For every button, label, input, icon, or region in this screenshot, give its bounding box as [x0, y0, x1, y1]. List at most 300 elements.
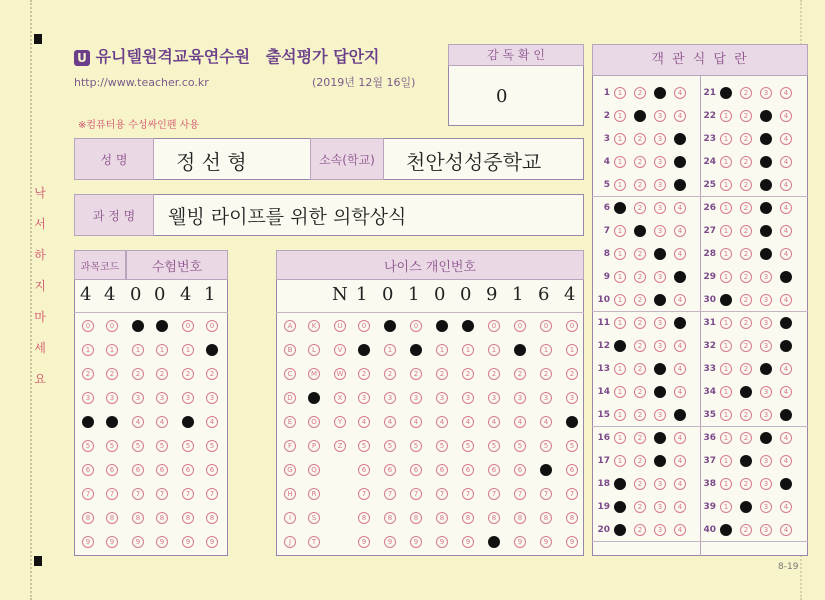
filled-bubble[interactable]: 4 — [780, 409, 792, 421]
filled-bubble[interactable]: 4 — [82, 416, 94, 428]
answer-bubble[interactable]: 8 — [82, 512, 94, 524]
answer-bubble[interactable]: 2 — [384, 368, 396, 380]
answer-bubble[interactable]: F — [284, 440, 296, 452]
answer-bubble[interactable]: 3 — [384, 392, 396, 404]
answer-bubble[interactable]: 6 — [514, 464, 526, 476]
answer-bubble[interactable]: 4 — [674, 455, 686, 467]
filled-bubble[interactable]: 4 — [780, 340, 792, 352]
answer-bubble[interactable]: 1 — [720, 386, 732, 398]
answer-bubble[interactable]: B — [284, 344, 296, 356]
answer-bubble[interactable]: 4 — [780, 87, 792, 99]
answer-bubble[interactable]: 4 — [674, 524, 686, 536]
answer-bubble[interactable]: 3 — [760, 386, 772, 398]
answer-bubble[interactable]: 3 — [760, 455, 772, 467]
answer-bubble[interactable]: 3 — [654, 202, 666, 214]
answer-bubble[interactable]: 4 — [674, 225, 686, 237]
filled-bubble[interactable]: 3 — [654, 455, 666, 467]
answer-bubble[interactable]: 2 — [740, 340, 752, 352]
answer-bubble[interactable]: 9 — [106, 536, 118, 548]
answer-bubble[interactable]: 3 — [654, 409, 666, 421]
answer-bubble[interactable]: 1 — [614, 455, 626, 467]
answer-bubble[interactable]: 2 — [132, 368, 144, 380]
answer-bubble[interactable]: 6 — [206, 464, 218, 476]
filled-bubble[interactable]: 3 — [760, 179, 772, 191]
answer-bubble[interactable]: 4 — [674, 202, 686, 214]
answer-bubble[interactable]: 5 — [358, 440, 370, 452]
answer-bubble[interactable]: 4 — [780, 455, 792, 467]
answer-bubble[interactable]: 6 — [182, 464, 194, 476]
answer-bubble[interactable]: 8 — [206, 512, 218, 524]
answer-bubble[interactable]: 3 — [182, 392, 194, 404]
answer-bubble[interactable]: 1 — [82, 344, 94, 356]
filled-bubble[interactable]: 3 — [760, 156, 772, 168]
filled-bubble[interactable]: 3 — [760, 202, 772, 214]
answer-bubble[interactable]: 9 — [436, 536, 448, 548]
answer-bubble[interactable]: 7 — [436, 488, 448, 500]
answer-bubble[interactable]: 0 — [410, 320, 422, 332]
answer-bubble[interactable]: 6 — [358, 464, 370, 476]
answer-bubble[interactable]: 6 — [106, 464, 118, 476]
answer-bubble[interactable]: 2 — [740, 294, 752, 306]
answer-bubble[interactable]: 2 — [634, 363, 646, 375]
filled-bubble[interactable]: 0 — [436, 320, 448, 332]
answer-bubble[interactable]: 0 — [182, 320, 194, 332]
answer-bubble[interactable]: 4 — [674, 294, 686, 306]
answer-bubble[interactable]: 1 — [614, 225, 626, 237]
answer-bubble[interactable]: 6 — [462, 464, 474, 476]
filled-bubble[interactable]: 4 — [674, 156, 686, 168]
filled-bubble[interactable]: 6 — [540, 464, 552, 476]
answer-bubble[interactable]: 9 — [82, 536, 94, 548]
filled-bubble[interactable]: 4 — [674, 271, 686, 283]
answer-bubble[interactable]: 8 — [488, 512, 500, 524]
answer-bubble[interactable]: 8 — [132, 512, 144, 524]
answer-bubble[interactable]: 4 — [540, 416, 552, 428]
answer-bubble[interactable]: 2 — [740, 478, 752, 490]
answer-bubble[interactable]: 2 — [740, 317, 752, 329]
answer-bubble[interactable]: 7 — [540, 488, 552, 500]
answer-bubble[interactable]: 9 — [566, 536, 578, 548]
answer-bubble[interactable]: 0 — [106, 320, 118, 332]
answer-bubble[interactable]: 4 — [674, 478, 686, 490]
answer-bubble[interactable]: 1 — [720, 478, 732, 490]
answer-bubble[interactable]: 7 — [566, 488, 578, 500]
answer-bubble[interactable]: 4 — [780, 110, 792, 122]
answer-bubble[interactable]: 3 — [156, 392, 168, 404]
answer-bubble[interactable]: 7 — [182, 488, 194, 500]
answer-bubble[interactable]: Y — [334, 416, 346, 428]
filled-bubble[interactable]: 1 — [614, 524, 626, 536]
answer-bubble[interactable]: 2 — [740, 432, 752, 444]
answer-bubble[interactable]: 2 — [740, 156, 752, 168]
answer-bubble[interactable]: 5 — [566, 440, 578, 452]
answer-bubble[interactable]: S — [308, 512, 320, 524]
answer-bubble[interactable]: 2 — [634, 340, 646, 352]
answer-bubble[interactable]: 1 — [720, 363, 732, 375]
filled-bubble[interactable]: 4 — [674, 317, 686, 329]
answer-bubble[interactable]: 2 — [410, 368, 422, 380]
answer-bubble[interactable]: 1 — [720, 455, 732, 467]
answer-bubble[interactable]: 2 — [634, 501, 646, 513]
answer-bubble[interactable]: 2 — [740, 271, 752, 283]
answer-bubble[interactable]: 3 — [540, 392, 552, 404]
filled-bubble[interactable]: 4 — [780, 271, 792, 283]
answer-bubble[interactable]: 5 — [488, 440, 500, 452]
answer-bubble[interactable]: 2 — [634, 294, 646, 306]
answer-bubble[interactable]: 2 — [514, 368, 526, 380]
answer-bubble[interactable]: 1 — [614, 87, 626, 99]
answer-bubble[interactable]: 4 — [674, 248, 686, 260]
answer-bubble[interactable]: 7 — [488, 488, 500, 500]
answer-bubble[interactable]: 3 — [654, 179, 666, 191]
answer-bubble[interactable]: 0 — [488, 320, 500, 332]
answer-bubble[interactable]: M — [308, 368, 320, 380]
answer-bubble[interactable]: 5 — [156, 440, 168, 452]
answer-bubble[interactable]: 5 — [106, 440, 118, 452]
answer-bubble[interactable]: 3 — [206, 392, 218, 404]
answer-bubble[interactable]: 1 — [720, 202, 732, 214]
answer-bubble[interactable]: 2 — [436, 368, 448, 380]
answer-bubble[interactable]: 3 — [654, 524, 666, 536]
answer-bubble[interactable]: 4 — [358, 416, 370, 428]
filled-bubble[interactable]: 1 — [614, 202, 626, 214]
answer-bubble[interactable]: 2 — [634, 386, 646, 398]
answer-bubble[interactable]: R — [308, 488, 320, 500]
answer-bubble[interactable]: U — [334, 320, 346, 332]
answer-bubble[interactable]: 1 — [720, 317, 732, 329]
answer-bubble[interactable]: 4 — [674, 340, 686, 352]
answer-bubble[interactable]: 0 — [206, 320, 218, 332]
filled-bubble[interactable]: 4 — [182, 416, 194, 428]
answer-bubble[interactable]: 1 — [720, 156, 732, 168]
answer-bubble[interactable]: 6 — [566, 464, 578, 476]
answer-bubble[interactable]: 1 — [156, 344, 168, 356]
answer-bubble[interactable]: 1 — [720, 225, 732, 237]
answer-bubble[interactable]: 3 — [760, 271, 772, 283]
answer-bubble[interactable]: I — [284, 512, 296, 524]
filled-bubble[interactable]: 2 — [740, 455, 752, 467]
answer-bubble[interactable]: 8 — [156, 512, 168, 524]
answer-bubble[interactable]: 9 — [410, 536, 422, 548]
answer-bubble[interactable]: 1 — [132, 344, 144, 356]
answer-bubble[interactable]: 1 — [720, 133, 732, 145]
answer-bubble[interactable]: 6 — [384, 464, 396, 476]
answer-bubble[interactable]: 2 — [462, 368, 474, 380]
answer-bubble[interactable]: 2 — [634, 271, 646, 283]
answer-bubble[interactable]: 3 — [488, 392, 500, 404]
filled-bubble[interactable]: 3 — [654, 87, 666, 99]
answer-bubble[interactable]: 3 — [132, 392, 144, 404]
answer-bubble[interactable]: P — [308, 440, 320, 452]
answer-bubble[interactable]: 7 — [358, 488, 370, 500]
answer-bubble[interactable]: 2 — [740, 409, 752, 421]
answer-bubble[interactable]: 1 — [720, 340, 732, 352]
answer-bubble[interactable]: 7 — [514, 488, 526, 500]
answer-bubble[interactable]: 7 — [462, 488, 474, 500]
answer-bubble[interactable]: 8 — [436, 512, 448, 524]
answer-bubble[interactable]: 3 — [760, 478, 772, 490]
answer-bubble[interactable]: 2 — [634, 133, 646, 145]
filled-bubble[interactable]: 3 — [760, 225, 772, 237]
answer-bubble[interactable]: 3 — [654, 156, 666, 168]
answer-bubble[interactable]: 2 — [740, 202, 752, 214]
answer-bubble[interactable]: 0 — [358, 320, 370, 332]
filled-bubble[interactable]: 2 — [740, 501, 752, 513]
filled-bubble[interactable]: 1 — [614, 501, 626, 513]
answer-bubble[interactable]: J — [284, 536, 296, 548]
answer-bubble[interactable]: 4 — [410, 416, 422, 428]
filled-bubble[interactable]: 3 — [760, 248, 772, 260]
filled-bubble[interactable]: 0 — [156, 320, 168, 332]
answer-bubble[interactable]: 0 — [566, 320, 578, 332]
answer-bubble[interactable]: 1 — [614, 133, 626, 145]
answer-bubble[interactable]: 8 — [410, 512, 422, 524]
filled-bubble[interactable]: 4 — [780, 317, 792, 329]
answer-bubble[interactable]: 3 — [654, 110, 666, 122]
answer-bubble[interactable]: 1 — [614, 179, 626, 191]
answer-bubble[interactable]: 2 — [740, 524, 752, 536]
answer-bubble[interactable]: 3 — [654, 317, 666, 329]
answer-bubble[interactable]: 4 — [674, 432, 686, 444]
answer-bubble[interactable]: 2 — [634, 202, 646, 214]
filled-bubble[interactable]: 3 — [760, 363, 772, 375]
answer-bubble[interactable]: 2 — [634, 248, 646, 260]
answer-bubble[interactable]: 1 — [614, 271, 626, 283]
filled-bubble[interactable]: 4 — [566, 416, 578, 428]
filled-bubble[interactable]: 3 — [760, 110, 772, 122]
answer-bubble[interactable]: 2 — [634, 179, 646, 191]
answer-bubble[interactable]: 3 — [760, 340, 772, 352]
answer-bubble[interactable]: 3 — [654, 271, 666, 283]
filled-bubble[interactable]: 4 — [674, 409, 686, 421]
answer-bubble[interactable]: 3 — [462, 392, 474, 404]
answer-bubble[interactable]: 1 — [720, 432, 732, 444]
answer-bubble[interactable]: O — [308, 416, 320, 428]
answer-bubble[interactable]: 1 — [720, 409, 732, 421]
answer-bubble[interactable]: 2 — [740, 363, 752, 375]
answer-bubble[interactable]: 4 — [674, 87, 686, 99]
answer-bubble[interactable]: 3 — [82, 392, 94, 404]
answer-bubble[interactable]: 3 — [654, 340, 666, 352]
answer-bubble[interactable]: 8 — [384, 512, 396, 524]
answer-bubble[interactable]: X — [334, 392, 346, 404]
filled-bubble[interactable]: 1 — [614, 478, 626, 490]
answer-bubble[interactable]: 9 — [462, 536, 474, 548]
answer-bubble[interactable]: 5 — [384, 440, 396, 452]
filled-bubble[interactable]: 3 — [760, 133, 772, 145]
answer-bubble[interactable]: 3 — [760, 501, 772, 513]
answer-bubble[interactable]: 9 — [384, 536, 396, 548]
answer-bubble[interactable]: 2 — [740, 225, 752, 237]
filled-bubble[interactable]: 4 — [674, 133, 686, 145]
answer-bubble[interactable]: 1 — [182, 344, 194, 356]
answer-bubble[interactable]: 5 — [182, 440, 194, 452]
filled-bubble[interactable]: 0 — [462, 320, 474, 332]
answer-bubble[interactable]: 3 — [436, 392, 448, 404]
answer-bubble[interactable]: 5 — [82, 440, 94, 452]
filled-bubble[interactable]: 4 — [106, 416, 118, 428]
answer-bubble[interactable]: 3 — [760, 317, 772, 329]
filled-bubble[interactable]: 2 — [634, 225, 646, 237]
filled-bubble[interactable]: 3 — [654, 294, 666, 306]
answer-bubble[interactable]: 6 — [156, 464, 168, 476]
answer-bubble[interactable]: 5 — [462, 440, 474, 452]
filled-bubble[interactable]: 0 — [132, 320, 144, 332]
answer-bubble[interactable]: 8 — [462, 512, 474, 524]
answer-bubble[interactable]: 1 — [614, 294, 626, 306]
filled-bubble[interactable]: 1 — [720, 294, 732, 306]
filled-bubble[interactable]: 1 — [358, 344, 370, 356]
answer-bubble[interactable]: 3 — [654, 501, 666, 513]
answer-bubble[interactable]: L — [308, 344, 320, 356]
answer-bubble[interactable]: 9 — [514, 536, 526, 548]
answer-bubble[interactable]: 3 — [654, 478, 666, 490]
answer-bubble[interactable]: 9 — [182, 536, 194, 548]
filled-bubble[interactable]: 3 — [760, 432, 772, 444]
answer-bubble[interactable]: 1 — [614, 363, 626, 375]
answer-bubble[interactable]: 4 — [780, 432, 792, 444]
answer-bubble[interactable]: 2 — [740, 179, 752, 191]
filled-bubble[interactable]: 1 — [410, 344, 422, 356]
answer-bubble[interactable]: 1 — [540, 344, 552, 356]
answer-bubble[interactable]: 4 — [780, 294, 792, 306]
answer-bubble[interactable]: 8 — [182, 512, 194, 524]
answer-bubble[interactable]: 2 — [634, 455, 646, 467]
answer-bubble[interactable]: 8 — [540, 512, 552, 524]
answer-bubble[interactable]: 5 — [132, 440, 144, 452]
answer-bubble[interactable]: 0 — [514, 320, 526, 332]
answer-bubble[interactable]: 4 — [156, 416, 168, 428]
answer-bubble[interactable]: 9 — [156, 536, 168, 548]
answer-bubble[interactable]: 1 — [614, 386, 626, 398]
answer-bubble[interactable]: 2 — [358, 368, 370, 380]
answer-bubble[interactable]: 6 — [132, 464, 144, 476]
answer-bubble[interactable]: 2 — [106, 368, 118, 380]
answer-bubble[interactable]: 2 — [634, 524, 646, 536]
filled-bubble[interactable]: 4 — [674, 179, 686, 191]
answer-bubble[interactable]: 6 — [410, 464, 422, 476]
answer-bubble[interactable]: 1 — [566, 344, 578, 356]
answer-bubble[interactable]: 3 — [760, 87, 772, 99]
answer-bubble[interactable]: 1 — [720, 179, 732, 191]
filled-bubble[interactable]: 9 — [488, 536, 500, 548]
filled-bubble[interactable]: 3 — [654, 386, 666, 398]
answer-bubble[interactable]: 2 — [740, 133, 752, 145]
answer-bubble[interactable]: 6 — [488, 464, 500, 476]
answer-bubble[interactable]: E — [284, 416, 296, 428]
answer-bubble[interactable]: G — [284, 464, 296, 476]
filled-bubble[interactable]: 2 — [740, 386, 752, 398]
answer-bubble[interactable]: 3 — [566, 392, 578, 404]
filled-bubble[interactable]: 4 — [780, 478, 792, 490]
answer-bubble[interactable]: V — [334, 344, 346, 356]
answer-bubble[interactable]: 1 — [462, 344, 474, 356]
answer-bubble[interactable]: 3 — [654, 225, 666, 237]
answer-bubble[interactable]: 4 — [780, 248, 792, 260]
answer-bubble[interactable]: 1 — [384, 344, 396, 356]
filled-bubble[interactable]: 1 — [720, 87, 732, 99]
answer-bubble[interactable]: 4 — [780, 386, 792, 398]
answer-bubble[interactable]: 1 — [720, 271, 732, 283]
answer-bubble[interactable]: 2 — [540, 368, 552, 380]
answer-bubble[interactable]: 2 — [82, 368, 94, 380]
answer-bubble[interactable]: 7 — [410, 488, 422, 500]
answer-bubble[interactable]: 9 — [540, 536, 552, 548]
answer-bubble[interactable]: 3 — [760, 409, 772, 421]
answer-bubble[interactable]: 2 — [634, 478, 646, 490]
answer-bubble[interactable]: 4 — [780, 133, 792, 145]
answer-bubble[interactable]: Z — [334, 440, 346, 452]
answer-bubble[interactable]: 1 — [614, 317, 626, 329]
answer-bubble[interactable]: 6 — [436, 464, 448, 476]
answer-bubble[interactable]: 4 — [674, 363, 686, 375]
answer-bubble[interactable]: 4 — [674, 501, 686, 513]
answer-bubble[interactable]: 7 — [156, 488, 168, 500]
answer-bubble[interactable]: 3 — [410, 392, 422, 404]
answer-bubble[interactable]: 3 — [358, 392, 370, 404]
answer-bubble[interactable]: 4 — [780, 524, 792, 536]
answer-bubble[interactable]: 2 — [740, 110, 752, 122]
answer-bubble[interactable]: 2 — [634, 87, 646, 99]
answer-bubble[interactable]: 7 — [384, 488, 396, 500]
filled-bubble[interactable]: N — [308, 392, 320, 404]
filled-bubble[interactable]: 2 — [634, 110, 646, 122]
answer-bubble[interactable]: 4 — [514, 416, 526, 428]
answer-bubble[interactable]: 9 — [132, 536, 144, 548]
answer-bubble[interactable]: 7 — [82, 488, 94, 500]
answer-bubble[interactable]: 1 — [720, 110, 732, 122]
answer-bubble[interactable]: 5 — [436, 440, 448, 452]
answer-bubble[interactable]: 5 — [540, 440, 552, 452]
answer-bubble[interactable]: 1 — [614, 110, 626, 122]
answer-bubble[interactable]: 4 — [674, 110, 686, 122]
answer-bubble[interactable]: 4 — [780, 156, 792, 168]
answer-bubble[interactable]: D — [284, 392, 296, 404]
answer-bubble[interactable]: 0 — [540, 320, 552, 332]
answer-bubble[interactable]: 3 — [514, 392, 526, 404]
answer-bubble[interactable]: 2 — [488, 368, 500, 380]
answer-bubble[interactable]: 6 — [82, 464, 94, 476]
answer-bubble[interactable]: 2 — [634, 409, 646, 421]
answer-bubble[interactable]: 7 — [206, 488, 218, 500]
answer-bubble[interactable]: 2 — [740, 248, 752, 260]
answer-bubble[interactable]: 4 — [780, 179, 792, 191]
answer-bubble[interactable]: 1 — [436, 344, 448, 356]
answer-bubble[interactable]: 4 — [384, 416, 396, 428]
answer-bubble[interactable]: 4 — [206, 416, 218, 428]
answer-bubble[interactable]: 4 — [462, 416, 474, 428]
answer-bubble[interactable]: 2 — [634, 432, 646, 444]
answer-bubble[interactable]: 1 — [720, 248, 732, 260]
answer-bubble[interactable]: C — [284, 368, 296, 380]
filled-bubble[interactable]: 0 — [384, 320, 396, 332]
answer-bubble[interactable]: 2 — [740, 87, 752, 99]
answer-bubble[interactable]: 0 — [82, 320, 94, 332]
answer-bubble[interactable]: 1 — [614, 248, 626, 260]
answer-bubble[interactable]: 3 — [106, 392, 118, 404]
filled-bubble[interactable]: 1 — [514, 344, 526, 356]
filled-bubble[interactable]: 1 — [614, 340, 626, 352]
answer-bubble[interactable]: 7 — [132, 488, 144, 500]
answer-bubble[interactable]: 8 — [106, 512, 118, 524]
answer-bubble[interactable]: 4 — [780, 363, 792, 375]
answer-bubble[interactable]: 8 — [566, 512, 578, 524]
answer-bubble[interactable]: 4 — [488, 416, 500, 428]
filled-bubble[interactable]: 3 — [654, 363, 666, 375]
answer-bubble[interactable]: 1 — [614, 432, 626, 444]
answer-bubble[interactable]: 2 — [206, 368, 218, 380]
answer-bubble[interactable]: 2 — [156, 368, 168, 380]
